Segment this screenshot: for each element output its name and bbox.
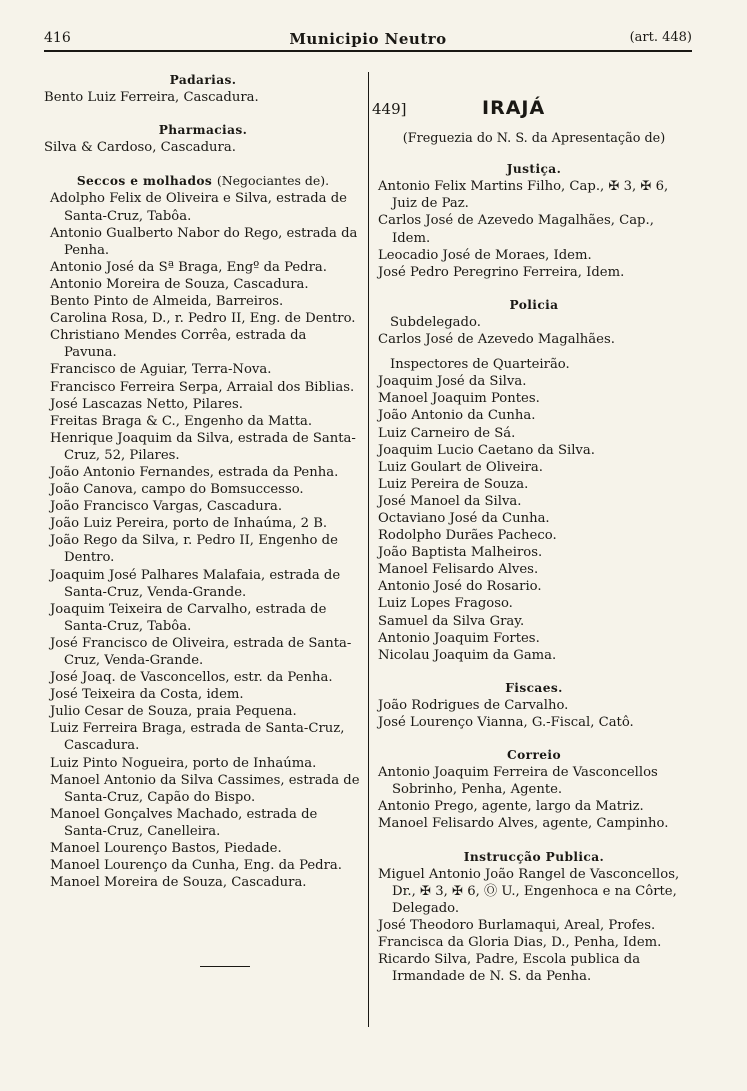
list-item: José Theodoro Burlamaqui, Areal, Profes. [378, 917, 656, 933]
list-item: João Baptista Malheiros. [378, 545, 543, 561]
list-item: José Manoel da Silva. [378, 493, 522, 509]
left-column [44, 72, 362, 891]
list-item: Joaquim José Palhares Malafaia, estrada de Santa-Cruz, Venda-Grande. [50, 567, 341, 600]
list-item: Francisco Ferreira Serpa, Arraial dos Biblias. [50, 379, 355, 395]
instruccao-heading: Instrucção Publica. [463, 849, 605, 864]
list-item: Freitas Braga & C., Engenho da Matta. [50, 413, 313, 429]
list-item: Manoel Lourenço da Cunha, Eng. da Pedra. [50, 858, 342, 874]
list-item: Manoel Lourenço Bastos, Piedade. [50, 841, 282, 857]
policia-subdelegado-label: Subdelegado. [390, 314, 481, 330]
padarias-heading: Padarias. [169, 73, 237, 87]
list-item: Antonio Joaquim Ferreira de Vasconcellos Sobrinho, Penha, Agente. [378, 765, 658, 798]
list-item: Christiano Mendes Corrêa, estrada da Pavuna. [50, 328, 307, 361]
list-item: João Rego da Silva, r. Pedro II, Engenho de Dentro. [50, 533, 338, 566]
list-item: José Lourenço Vianna, G.-Fiscal, Catô. [378, 715, 634, 730]
list-item: Manoel Felisardo Alves, agente, Campinho. [378, 816, 669, 832]
list-item: Joaquim Teixeira de Carvalho, estrada de Santa-Cruz, Tabôa. [50, 601, 327, 634]
list-item: João Antonio Fernandes, estrada da Penha. [50, 464, 339, 480]
list-item: Antonio José do Rosario. [378, 579, 542, 595]
policia-inspectores-label: Inspectores de Quarteirão. [390, 357, 570, 373]
list-item: Manoel Gonçalves Machado, estrada de Santa-Cruz, Canelleira. [50, 806, 318, 839]
article-ref: (art. 448) [629, 30, 692, 45]
instruccao-list [372, 866, 696, 986]
justica-heading: Justiça. [506, 162, 562, 177]
list-item: Manoel Antonio da Silva Cassimes, estrada de Santa-Cruz, Capão do Bispo. [50, 772, 360, 805]
list-item: Miguel Antonio João Rangel de Vasconcellos, Dr., ✠ 3, ✠ 6, Ⓞ U., Engenhoca e na Côrte, Delegado. [378, 866, 680, 916]
list-item: Antonio Moreira de Souza, Cascadura. [50, 276, 309, 292]
list-item: Antonio Joaquim Fortes. [378, 630, 540, 646]
list-item: José Teixeira da Costa, idem. [50, 687, 244, 703]
list-item: Joaquim Lucio Caetano da Silva. [378, 442, 595, 458]
justica-list [372, 178, 696, 281]
list-item: Samuel da Silva Gray. [378, 613, 525, 629]
list-item: Antonio Prego, agente, largo da Matriz. [378, 799, 644, 815]
right-column [372, 97, 696, 985]
list-item: Antonio Gualberto Nabor do Rego, estrada da Penha. [50, 225, 358, 258]
policia-heading: Policia [509, 297, 559, 312]
list-item: Manoel Felisardo Alves. [378, 562, 539, 578]
list-item: João Canova, campo do Bomsuccesso. [50, 482, 304, 498]
list-item: Luiz Ferreira Braga, estrada de Santa-Cruz, Cascadura. [50, 721, 345, 754]
page-title: Municipio Neutro [289, 30, 447, 48]
page-header [44, 30, 692, 52]
list-item: João Rodrigues de Carvalho. [378, 697, 569, 713]
list-item: Luiz Lopes Fragoso. [378, 596, 513, 612]
seccos-heading-title: Seccos e molhados [76, 174, 213, 189]
list-item: Manoel Joaquim Pontes. [378, 391, 540, 407]
list-item: Joaquim José da Silva. [378, 374, 527, 390]
padarias-list [44, 89, 362, 106]
list-item: Nicolau Joaquim da Gama. [378, 647, 557, 663]
list-item: Adolpho Felix de Oliveira e Silva, estrada de Santa-Cruz, Tabôa. [50, 191, 347, 224]
section-number: 449] [372, 100, 407, 118]
fiscaes-list [372, 697, 696, 731]
pharmacias-list [44, 139, 362, 156]
list-item: Bento Luiz Ferreira, Cascadura. [44, 90, 259, 106]
fiscaes-heading: Fiscaes. [505, 680, 563, 695]
page-number: 416 [44, 30, 71, 46]
list-item: Rodolpho Durães Pacheco. [378, 528, 557, 544]
list-item: Francisca da Gloria Dias, D., Penha, Idem. [378, 935, 662, 951]
list-item: João Francisco Vargas, Cascadura. [50, 499, 283, 515]
section-name: IRAJÁ [482, 97, 546, 119]
pharmacias-heading: Pharmacias. [158, 123, 248, 138]
list-item: Bento Pinto de Almeida, Barreiros. [50, 294, 284, 310]
list-item: José Pedro Peregrino Ferreira, Idem. [378, 264, 625, 280]
correio-list [372, 764, 696, 832]
end-rule [200, 966, 250, 967]
list-item: Luiz Carneiro de Sá. [378, 425, 516, 441]
list-item: Luiz Pinto Nogueira, porto de Inhaúma. [50, 755, 317, 771]
section-title [372, 97, 696, 119]
list-item: Henrique Joaquim da Silva, estrada de Santa-Cruz, 52, Pilares. [50, 430, 356, 463]
list-item: José Francisco de Oliveira, estrada de Santa-Cruz, Venda-Grande. [50, 635, 352, 668]
seccos-heading-note: (Negociantes de). [216, 173, 330, 189]
seccos-list [44, 190, 362, 891]
column-divider [368, 72, 369, 1027]
list-item: Julio Cesar de Souza, praia Pequena. [50, 704, 297, 720]
list-item: Ricardo Silva, Padre, Escola publica da Irmandade de N. S. da Penha. [378, 952, 641, 985]
list-item: Antonio José da Sª Braga, Engº da Pedra. [50, 259, 327, 275]
list-item: José Joaq. de Vasconcellos, estr. da Penha. [50, 670, 333, 686]
list-item: Francisco de Aguiar, Terra-Nova. [50, 362, 272, 378]
policia-subdelegado: Carlos José de Azevedo Magalhães. [378, 332, 615, 348]
list-item: Antonio Felix Martins Filho, Cap., ✠ 3, ✠ 6, Juiz de Paz. [378, 179, 669, 212]
list-item: Luiz Goulart de Oliveira. [378, 459, 543, 475]
list-item: Silva & Cardoso, Cascadura. [44, 140, 236, 156]
header-rule [44, 50, 692, 52]
list-item: Octaviano José da Cunha. [378, 510, 550, 526]
policia-list [372, 373, 696, 664]
list-item: Carlos José de Azevedo Magalhães, Cap., Idem. [378, 213, 654, 246]
list-item: Carolina Rosa, D., r. Pedro II, Eng. de Dentro. [50, 311, 356, 327]
seccos-heading [44, 172, 362, 190]
list-item: João Luiz Pereira, porto de Inhaúma, 2 B. [50, 516, 328, 532]
list-item: Luiz Pereira de Souza. [378, 476, 529, 492]
list-item: João Antonio da Cunha. [378, 408, 536, 424]
list-item: Manoel Moreira de Souza, Cascadura. [50, 875, 307, 891]
section-subtitle: (Freguezia do N. S. da Apresentação de) [402, 131, 666, 147]
correio-heading: Correio [507, 748, 561, 763]
list-item: Leocadio José de Moraes, Idem. [378, 247, 592, 263]
list-item: José Lascazas Netto, Pilares. [50, 396, 243, 412]
